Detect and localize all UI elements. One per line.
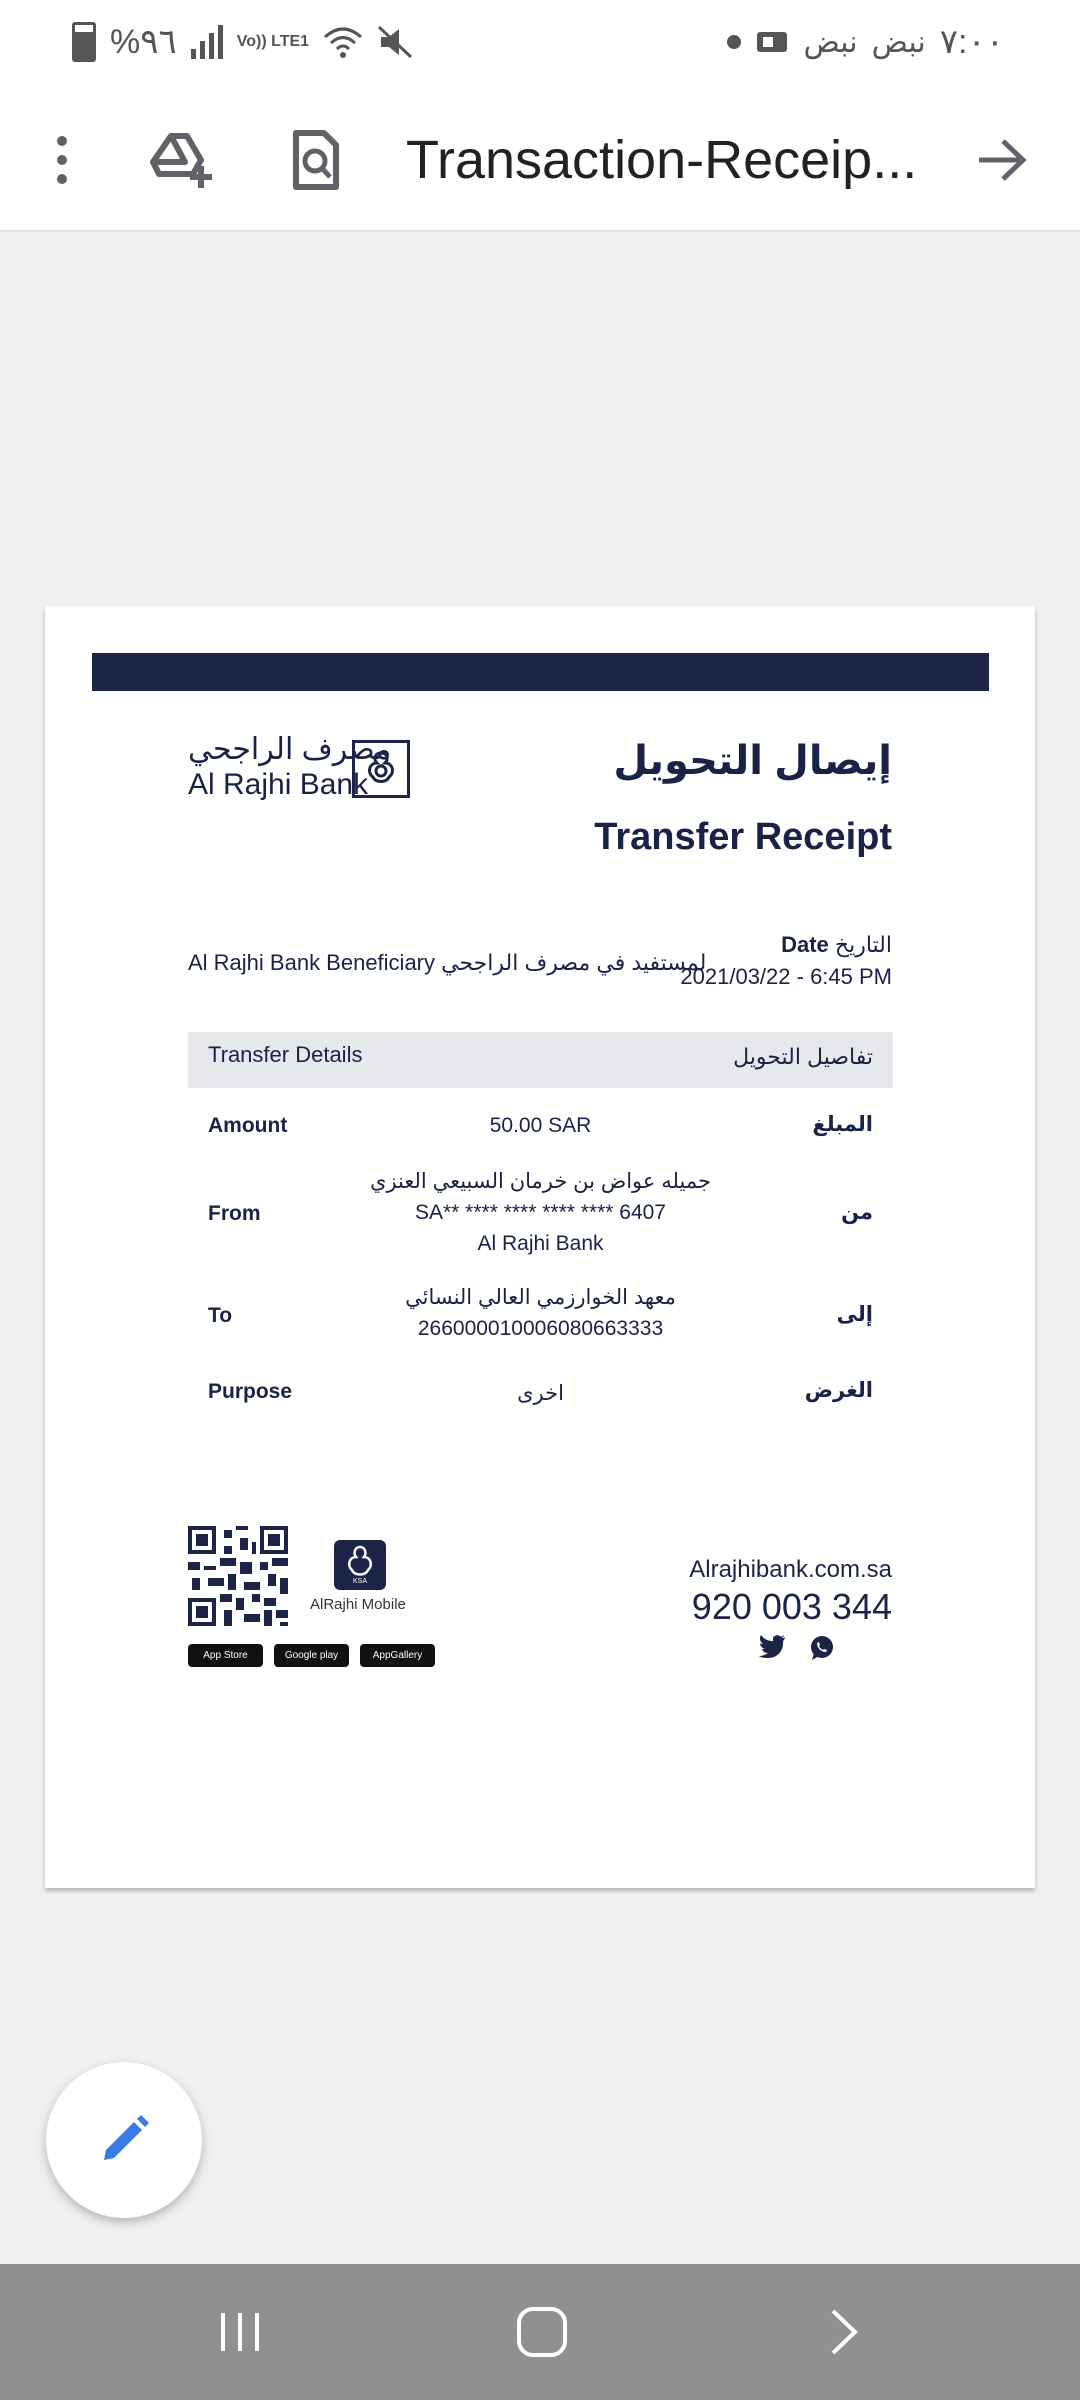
document-title: Transaction-Receip... [406,130,918,190]
recent-apps-icon [217,2309,263,2355]
amount-label-ar: المبلغ [812,1113,873,1136]
to-account: 266000010006080663333 [417,1317,664,1340]
footer-contact [689,1556,892,1662]
more-vert-icon [52,135,72,185]
add-to-drive-icon [149,130,215,190]
from-bank: Al Rajhi Bank [477,1232,604,1255]
date-label [781,932,892,958]
to-name: معهد الخوارزمي العالي النسائي [405,1286,676,1309]
bank-website[interactable]: Alrajhibank.com.sa [689,1556,892,1583]
to-label-ar: إلى [836,1303,873,1326]
qr-code-icon[interactable] [188,1526,288,1626]
amount-value: 50.00 SAR [489,1114,592,1137]
notification-app-icon [755,28,789,56]
status-app-label-1: نبض [803,25,858,59]
alrajhi-mobile-app-icon[interactable] [334,1540,386,1590]
from-name: جميله عواض بن خرمان السبيعي العنزي [370,1170,711,1193]
system-nav-bar [0,2264,1080,2400]
more-options-button[interactable] [22,120,102,200]
receipt-title-arabic: إيصال التحويل [613,739,892,783]
top-app-bar [0,86,1080,232]
home-icon [516,2306,568,2358]
forward-button[interactable] [962,120,1042,200]
from-label: From [208,1202,261,1225]
mute-icon [377,25,413,59]
edit-fab-button[interactable] [46,2062,202,2218]
search-document-icon [290,129,342,191]
app-badge-text: KSA [352,1578,368,1585]
twitter-icon[interactable] [758,1634,786,1658]
home-button[interactable] [502,2292,582,2372]
status-left [72,22,413,62]
status-right [727,22,1004,62]
bank-phone[interactable]: 920 003 344 [691,1586,892,1627]
battery-text: %٩٦ [110,23,177,61]
purpose-value: اخرى [517,1382,564,1405]
app-gallery-badge[interactable]: AppGallery [360,1644,435,1667]
date-value: 2021/03/22 - 6:45 PM [680,964,892,989]
app-name: AlRajhi Mobile [310,1596,406,1613]
lte-label: Vo)) LTE1 [236,33,310,50]
store-badges [188,1644,435,1667]
social-links [689,1634,892,1662]
beneficiary-type: Al Rajhi Bank Beneficiary لمستفيد في مصرف الراجحي [188,950,707,975]
bank-logo [188,733,453,806]
add-to-drive-button[interactable] [142,120,222,200]
recent-apps-button[interactable] [200,2292,280,2372]
date-label-ar: التاريخ [834,932,892,957]
signal-icon [191,25,223,59]
status-app-label-2: نبض [871,25,926,59]
back-button[interactable] [804,2292,884,2372]
from-label-ar: من [841,1201,873,1224]
from-iban: SA** **** **** **** **** 6407 [414,1201,666,1224]
back-chevron-icon [827,2307,861,2357]
clock: ٧:٠٠ [939,23,1004,61]
logo-english: Al Rajhi Bank [188,768,369,801]
pencil-icon [96,2112,152,2168]
amount-label: Amount [208,1114,288,1137]
forward-arrow-icon [977,138,1027,182]
wifi-icon [323,25,363,59]
to-label: To [208,1304,233,1327]
app-store-badge[interactable]: App Store [188,1644,263,1667]
notification-dot-icon [727,35,741,49]
pdf-page [45,606,1035,1888]
header-band [92,653,989,691]
logo-arabic: مصرف الراجحي [188,733,392,766]
purpose-label-ar: الغرض [804,1379,873,1402]
whatsapp-icon[interactable] [808,1634,836,1662]
google-play-badge[interactable]: Google play [274,1644,349,1667]
date-label-en: Date [781,932,829,957]
receipt-title: Transfer Receipt [594,816,892,858]
details-header-en: Transfer Details [208,1042,363,1067]
battery-icon [72,22,96,62]
find-in-document-button[interactable] [276,120,356,200]
details-header-ar: تفاصيل التحويل [733,1044,873,1069]
purpose-label: Purpose [208,1380,293,1403]
status-bar [0,0,1080,86]
bank-emblem-icon [352,740,410,798]
transfer-details-header [188,1032,893,1088]
